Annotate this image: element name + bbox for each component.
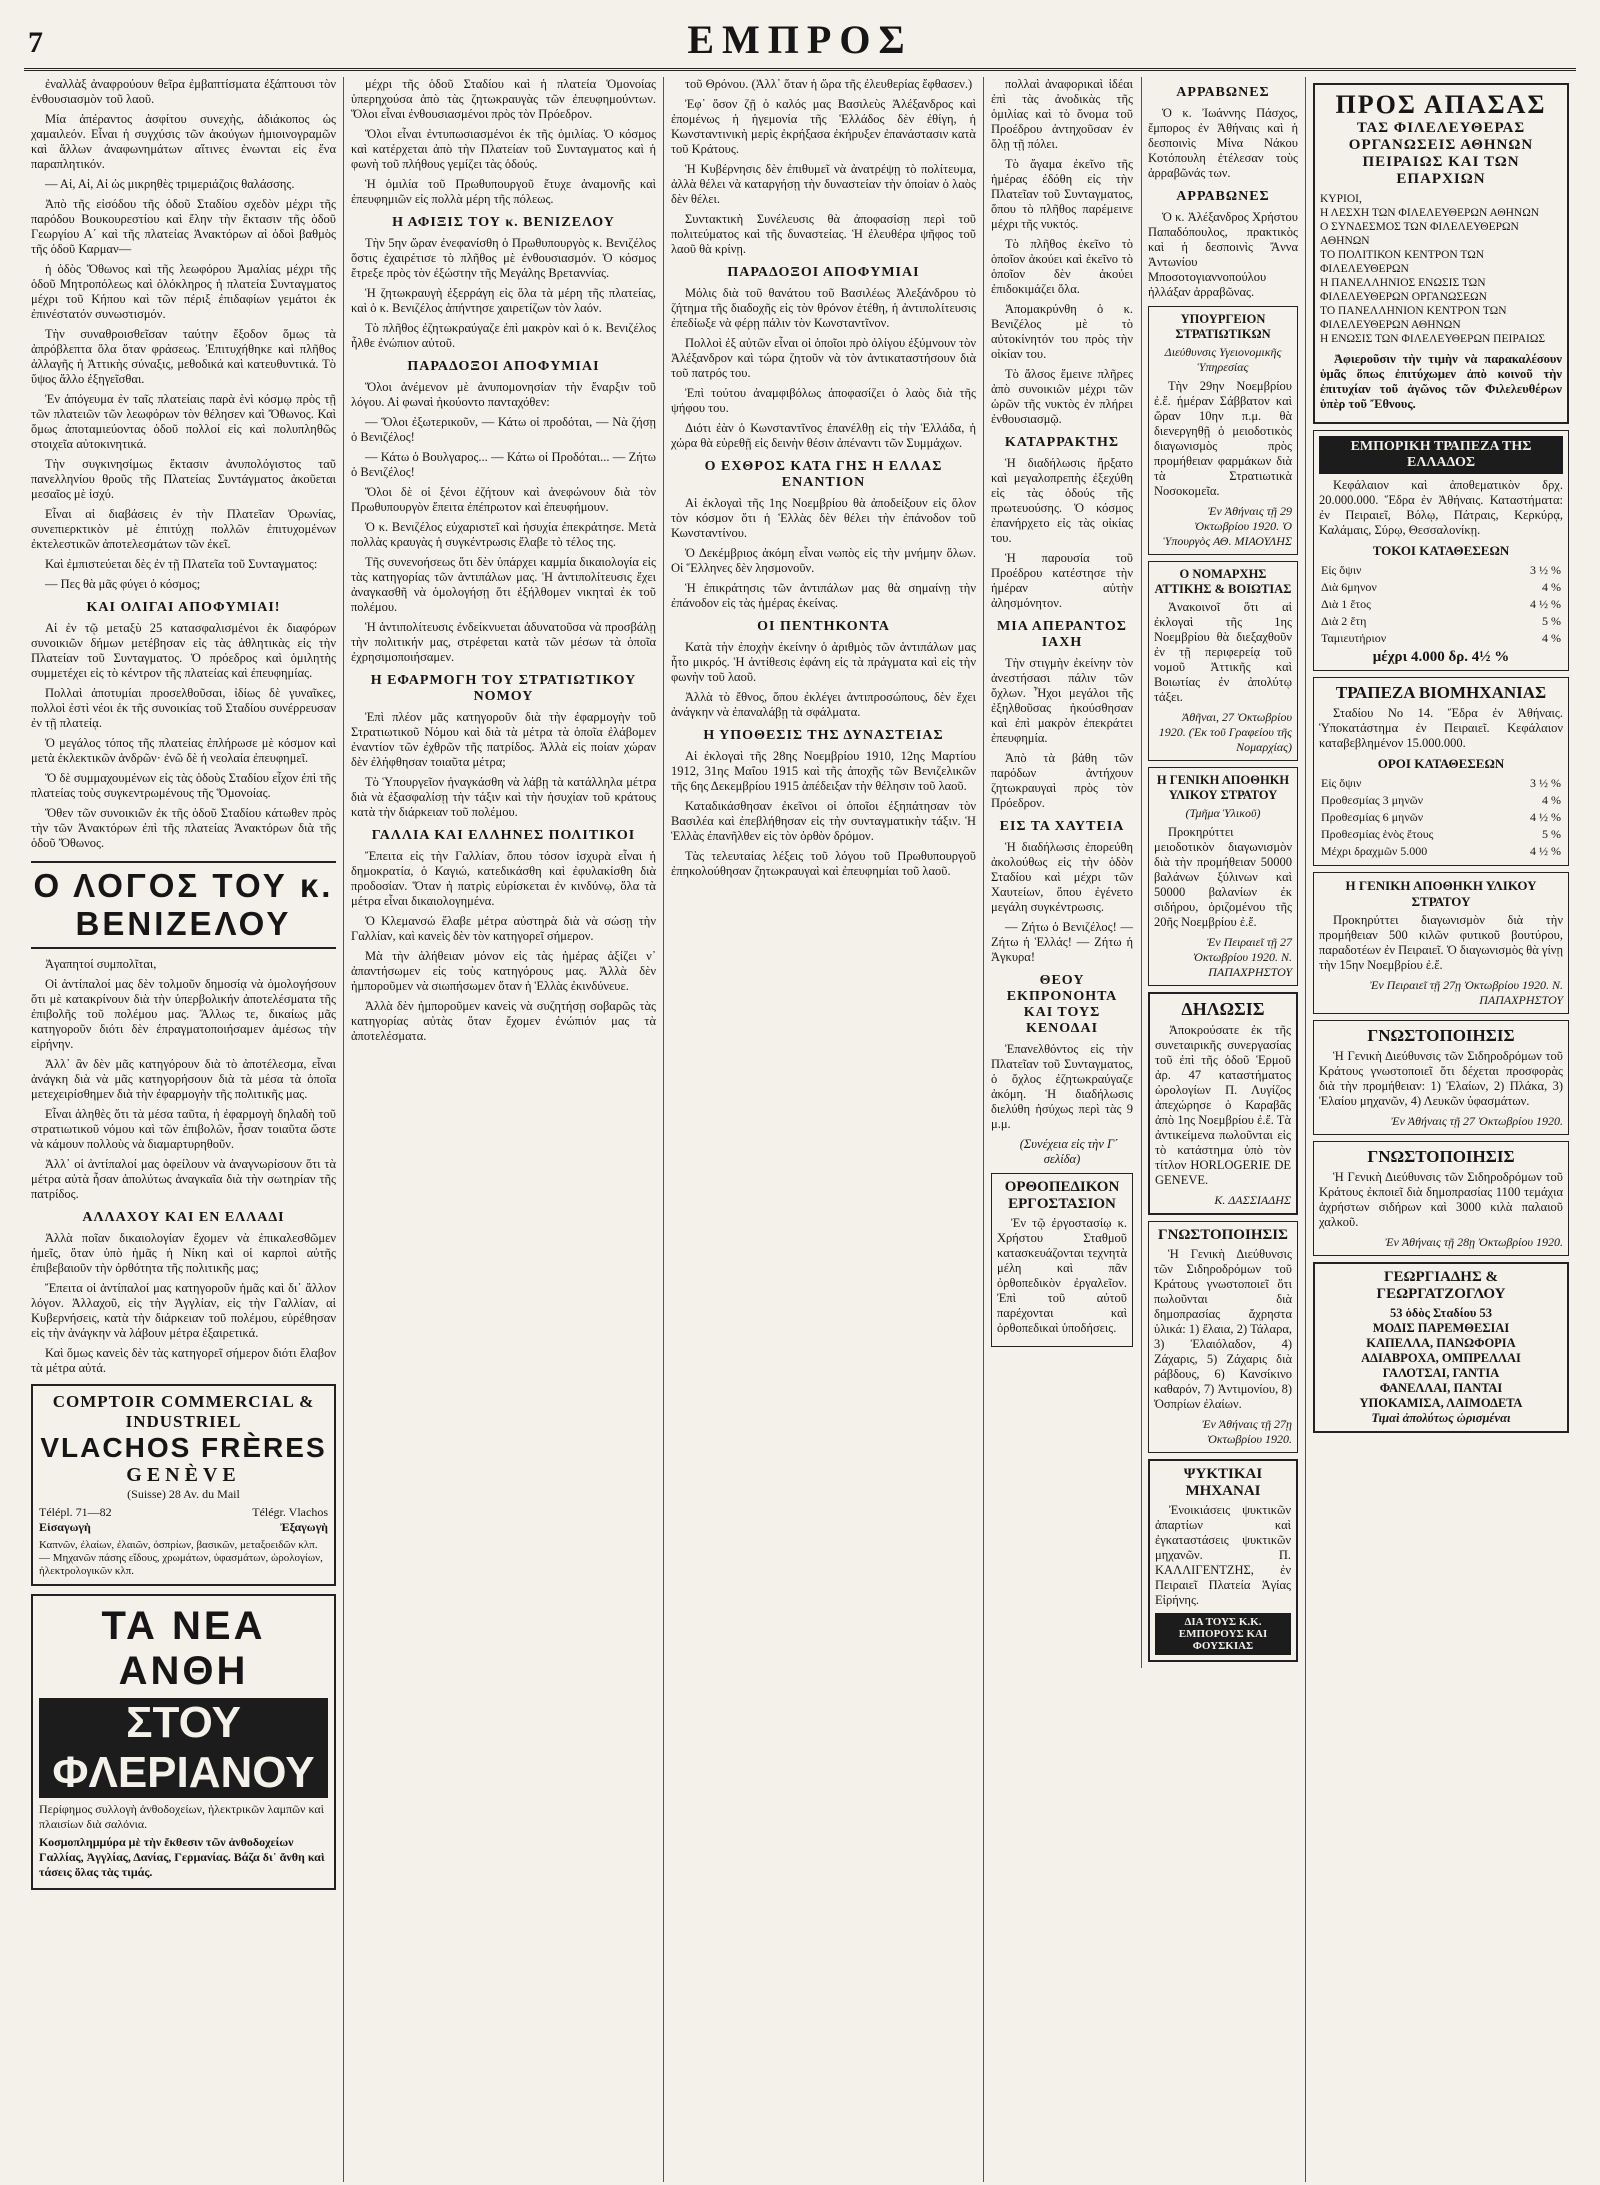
deposit-terms-table [1319, 775, 1563, 860]
rate-value: 4 % [1542, 631, 1561, 645]
article-paragraph: Τὴν συναθροισθεῖσαν ταύτην ἔξοδον ὅμως τὰ ἀπρόβλεπτα ὅλα ὅταν φράσεως. Ἐπιτυχήθηκε καὶ πλῆθος ἀλλαγῆς ἡ Ἀττικὴς σύναξις, μεθοδικά καὶ κατευθυντικά. Τὸ ὕψος ἄλλο ἐξηγεῖσθαι. [31, 327, 336, 386]
article-paragraph: Διότι ἐὰν ὁ Κωνσταντῖνος ἐπανέλθῃ εἰς τὴν Ἑλλάδα, ἡ χώρα θὰ εὑρεθῇ εἰς δεινὴν θέσιν ἀπέναντι τῶν Συμμάχων. [671, 421, 976, 450]
article-paragraph: ἐναλλὰξ ἀναφρούουν θεῖρα ἐμβαπτίσματα ἐξάπτουσι τὸν ἐνθουσιασμὸν τοῦ λαοῦ. [31, 77, 336, 106]
army-depot-tender-text: Προκηρύττει διαγωνισμὸν διὰ τὴν προμήθειαν 500 κιλῶν φυτικοῦ βουτύρου, παραδοτέων ἐν Πειραιεῖ. Ὁ διαγωνισμὸς θὰ γίνῃ τὴν 15ην Νοεμβρίου ἐ.ἔ. [1319, 913, 1563, 972]
section-heading: ΘΕΟΥ ΕΚΠΡΟΝΟΗΤΑ ΚΑΙ ΤΟΥΣ ΚΕΝΟΔΑΙ [1006, 973, 1118, 1036]
army-depot-notice [1148, 767, 1298, 986]
masthead [24, 8, 1576, 71]
article-paragraph: Ἡ διαδήλωσις ἤρξατο καὶ μεγαλοπρεπὴς ἐξεχύθη εἰς τὰς ὁδούς τῆς πρωτευούσης. Ὁ κόσμος ἐπανήρχετο εἰς τὰς οἰκίας του. [991, 456, 1133, 545]
rate-label: Εἰς ὄψιν [1321, 776, 1362, 790]
rate-value: 4 % [1542, 793, 1561, 807]
speech-headline: Ο ΛΟΓΟΣ ΤΟΥ κ. ΒΕΝΙΖΕΛΟΥ [31, 861, 336, 949]
article-paragraph: Ἀλλ᾽ οἱ ἀντίπαλοί μας ὀφείλουν νὰ ἀναγνωρίσουν ὅτι τὰ μέτρα αὐτὰ ἦσαν ἀπολύτως ἀναγκαῖα διὰ τὴν σωτηρίαν τῆς πατρίδος. [31, 1157, 336, 1201]
article-paragraph: Ὅθεν τῶν συνοικιῶν ἐκ τῆς ὁδοῦ Σταδίου κάτωθεν πρὸς τὴν τῶν Ἀνακτόρων ἐπὶ τῆς πλατείας Ἀνακτόρων διὰ τῆς ὁδοῦ Ὄθωνος. [31, 806, 336, 850]
article-paragraph: Ἐπανελθόντος εἰς τὴν Πλατεῖαν τοῦ Συνταγματος, ὁ ὄχλος ἐζητωκραύγαζε ἀκόμη. Ἡ διαδήλωσις διελύθη ἡσύχως περὶ τὰς 9 μ.μ. [991, 1042, 1133, 1131]
railway-auction-title: ΓΝΩΣΤΟΠΟΙΗΣΙΣ [1367, 1147, 1515, 1166]
railway-notice-title: ΓΝΩΣΤΟΠΟΙΗΣΙΣ [1158, 1227, 1288, 1243]
article-paragraph: Ἀλλὰ ποῖαν δικαιολογίαν ἔχομεν νὰ ἐπικαλεσθῶμεν ἡμεῖς, ὅταν ὑπὸ ἡμᾶς ἡ Νίκη καὶ οἱ καρποὶ αὐτῆς ἐπιβεβαιοῦν τὴν ὀρθότητα τῆς πολιτικῆς μας; [31, 1231, 336, 1275]
rate-label: Προθεσμίας 3 μηνῶν [1321, 793, 1424, 807]
article-paragraph: — Ὅλοι ἐξωτερικοῦν, — Κάτω οἱ προδόται, — Νὰ ζήσῃ ὁ Βενιζέλος! [351, 415, 656, 444]
article-paragraph: Αἱ ἐν τῷ μεταξὺ 25 κατασφαλισμένοι ἐκ διαφόρων συνοικιῶν δήμων μετέβησαν εἰς τὰς ἀθλητικὰς εἰς τὴν Πλατείαν τοῦ Συνταγματος. Ὁ πρόεδρος καὶ ὁμιλητὴς συμμετέχει εἰς τὸ κέντρον τῆς πλατείας καὶ ἐπευφημίας. [31, 621, 336, 680]
article-paragraph: Ἀλλὰ τὸ ἔθνος, ὅπου ἐκλέγει ἀντιπροσώπους, δὲν ἔχει ἀνάγκην νὰ ἐπαναλάβῃ τὰ σφάλματα. [671, 690, 976, 719]
store-line: ΑΔΙΑΒΡΟΧΑ, ΟΜΠΡΕΛΛΑΙ [1361, 1351, 1521, 1365]
article-paragraph: Τὴν συγκινησίμως ἔκτασιν ἀνυπολόγιστος ταῦ πανελληνίου θροῦς τῆς Πλατείας Συντάγματος ἀκοῦεται μεσαῖος μὲ ἰσχύ. [31, 457, 336, 501]
army-depot-tender-title: Η ΓΕΝΙΚΗ ΑΠΟΘΗΚΗ ΥΛΙΚΟΥ ΣΤΡΑΤΟΥ [1345, 878, 1537, 909]
georgiadis-store-lines [1320, 1306, 1562, 1426]
article-paragraph: Τὸ πλῆθος ἐκεῖνο τὸ ὁποῖον ἀκούει καὶ ἐκεῖνο τὸ ὁποῖον δὲν ἀκούει ἐπιδοκιμάζει ὅλα. [991, 237, 1133, 296]
article-paragraph: Τὸ Ὑπουργεῖον ἠναγκάσθη νὰ λάβῃ τὰ κατάλληλα μέτρα διὰ νὰ ἐξασφαλίσῃ τὴν τάξιν καὶ τὴν ἡσυχίαν τοῦ κράτους κατὰ τὴν διάρκειαν τοῦ πολέμου. [351, 775, 656, 819]
rate-value: 4 ½ % [1530, 844, 1561, 858]
liberal-organizations-appeal [1313, 83, 1569, 424]
section-heading: ΟΙ ΠΕΝΤΗΚΟΝΤΑ [757, 619, 890, 634]
article-paragraph: Ἐφ᾽ ὅσον ζῇ ὁ καλός μας Βασιλεὺς Ἀλέξανδρος καὶ ἐπομένως ἡ ἡγεμονία τῆς Ἑλλάδος δὲν ἐθίγη, ἡ Κωνσταντινικὴ μερὶς ἐκρήξασα ἐκήρυξεν ἐπανάστασιν κατὰ τοῦ Κράτους. [671, 97, 976, 156]
orthopedic-ad-text: Ἐν τῷ ἐργοστασίῳ κ. Χρήστου Σταθμοῦ κατασκευάζονται τεχνητὰ μέλη καὶ πᾶν ὀρθοπεδικὸν ἐργαλεῖον. Ἐπὶ τοῦ αὐτοῦ παρέχονται καὶ ὀρθοπεδικαὶ ὑποδήσεις. [997, 1216, 1127, 1335]
deposit-rates-table [1319, 562, 1563, 647]
declaration-notice [1148, 992, 1298, 1215]
article-paragraph: Πολλοὶ ἐξ αὐτῶν εἶναι οἱ ὁποῖοι πρὸ ὀλίγου ἐξύμνουν τὸν Ἀλέξανδρον καὶ τώρα ζητοῦν νὰ τὸν ἀντικαταστήσουν διὰ τοῦ πατρός του. [671, 336, 976, 380]
railway-notice-text: Ἡ Γενικὴ Διεύθυνσις τῶν Σιδηροδρόμων τοῦ Κράτους γνωστοποιεῖ ὅτι πωλοῦνται διὰ δημοπρασίας ἄχρηστα ὑλικά: 1) ἔλαια, 2) Τάλαρα, 3) Ἐλαιόλαδον, 4) Ζάχαρις, 5) Ζάχαρις διὰ ράβδους, 6) Κανσίκινο καθαρόν, 7) Ἀντιμονίου, 8) Ὀσπρίων ἐλαίων. [1154, 1247, 1292, 1411]
rate-value: 4 % [1542, 580, 1561, 594]
columns [24, 77, 1576, 2182]
article-paragraph: Πολλαὶ ἀποτυμίαι προσελθοῦσαι, ἰδίως δὲ γυναῖκες, πολλοὶ ἐστὶ νέοι ἐκ τῆς συνοικίας τοῦ Σταδίου συνέρρευσαν ἐν τῇ πλατείᾳ. [31, 686, 336, 730]
article-paragraph: πολλαὶ ἀναφορικαὶ ἰδέαι ἐπὶ τὰς ἀνοδικὰς τῆς ὁμιλίας καὶ τὸ ὄνομα τοῦ Προέδρου ἀντηχοῦσαν ἐν ὅλῃ τῇ πόλει. [991, 77, 1133, 151]
article-paragraph: Μὰ τὴν ἀλήθειαν μόνον εἰς τὰς ἡμέρας ἀξίζει ν᾽ ἀπαντήσωμεν εἰς τοὺς κατηγόρους μας. Ἀλλὰ δὲν ἠμποροῦμεν νὰ σιωπήσωμεν ὅταν ἡ Ἑλλὰς ἐκινδύνευε. [351, 949, 656, 993]
article-paragraph: Ἀλλὰ δὲν ἠμποροῦμεν κανεὶς νὰ συζητήσῃ σοβαρῶς τὰς κατηγορίας αὐτὰς ὅταν ἔχομεν ἐνώπιόν μας τὰ ἀποτελέσματα. [351, 999, 656, 1043]
appeal-call: Ἀφιεροῦσιν τὴν τιμὴν νὰ παρακαλέσουν ὑμᾶς ὅπως ἐπιτύχωμεν ἀπὸ κοινοῦ τὴν ἐπιτυχίαν τοῦ ἀγῶνος τῶν Φιλελευθέρων ὑπὲρ τοῦ Ἔθνους. [1320, 352, 1562, 411]
article-paragraph: Τὸ ἄλσος ἔμεινε πλῆρες ἀπὸ συνοικιῶν μέχρι τῶν ὡρῶν τῆς νυκτὸς ἐν πλήρει ἐνθουσιασμῷ. [991, 367, 1133, 426]
comptoir-import-label: Εἰσαγωγὴ [39, 1520, 91, 1534]
ministry-notice-signature: Ἐν Ἀθήναις τῇ 29 Ὀκτωβρίου 1920. Ὁ Ὑπουργὸς ΑΘ. ΜΙΑΟΥΛΗΣ [1163, 504, 1292, 548]
store-line: ΥΠΟΚΑΜΙΣΑ, ΛΑΙΜΟΔΕΤΑ [1359, 1396, 1523, 1410]
comptoir-telephone: Télépl. 71—82 [39, 1505, 112, 1519]
section-heading: ΕΙΣ ΤΑ ΧΑΥΤΕΙΑ [999, 819, 1125, 834]
comptoir-telegraph: Télégr. Vlachos [252, 1505, 328, 1519]
article-paragraph: Ἡ Κυβέρνησις δὲν ἐπιθυμεῖ νὰ ἀνατρέψῃ τὸ πολίτευμα, ἀλλὰ θέλει νὰ καταργήσῃ τὴν δυναστείαν τὴν ὁποίαν ὁ λαὸς δὲν θέλει. [671, 162, 976, 206]
table-row [1319, 630, 1563, 647]
rate-label: Μέχρι δραχμῶν 5.000 [1321, 844, 1428, 858]
table-row [1319, 613, 1563, 630]
announcement-text: Ὁ κ. Ἰωάννης Πάσχος, ἔμπορος ἐν Ἀθήναις καὶ ἡ δεσποινὶς Μίνα Νάκου Κοτόπουλη ἐτέλεσαν τοὺς ἀρραβῶνάς των. [1148, 106, 1298, 180]
appeal-list-item: ΤΟ ΠΑΝΕΛΛΗΝΙΟΝ ΚΕΝΤΡΟΝ ΤΩΝ ΦΙΛΕΛΕΥΘΕΡΩΝ ΑΘΗΝΩΝ [1320, 305, 1507, 331]
army-depot-tender-signature: Ἐν Πειραιεῖ τῇ 27ῃ Ὀκτωβρίου 1920. Ν. ΠΑΠΑΧΡΗΣΤΟΥ [1369, 978, 1563, 1007]
article-paragraph: Καταδικάσθησαν ἐκεῖνοι οἱ ὁποῖοι ἐξηπάτησαν τὸν Βασιλέα καὶ ἐπεβλήθησαν εἰς τὴν συνταγματικὴν τάξιν. Ἡ Ἑλλὰς ἐπανῆλθεν εἰς τὸν ὀρθὸν δρόμον. [671, 799, 976, 843]
article-paragraph: Ὅλοι δὲ οἱ ξένοι ἐζήτουν καὶ ἀνεφώνουν διὰ τὸν Πρωθυπουργὸν ἔπειτα ἐπέπρωτον καὶ ἐπευφήμουν. [351, 485, 656, 514]
article-paragraph: — Ζήτω ὁ Βενιζέλος! — Ζήτω ἡ Ἑλλάς! — Ζήτω ἡ Ἀγκυρα! [991, 920, 1133, 964]
comptoir-city: GENÈVE [126, 1464, 241, 1486]
section-heading: ΓΑΛΛΙΑ ΚΑΙ ΕΛΛΗΝΕΣ ΠΟΛΙΤΙΚΟΙ [371, 828, 636, 843]
article-paragraph: Εἶναι ἀληθὲς ὅτι τὰ μέσα ταῦτα, ἡ ἐφαρμογὴ δηλαδὴ τοῦ στρατιωτικοῦ νόμου καὶ τῶν ἐπιβολῶν, ἦσαν τοιαῦτα ὥστε νὰ κάμουν πολλοὺς νὰ διαμαρτυρηθοῦν. [31, 1107, 336, 1151]
railway-announcement-title: ΓΝΩΣΤΟΠΟΙΗΣΙΣ [1367, 1026, 1515, 1045]
article-paragraph: Ὁ μεγάλος τόπος τῆς πλατείας ἐπλήρωσε μὲ κόσμον καὶ μετὰ ἐκλεκτικῶν ἀνδρῶν· ἐνῶ δὲ ἡ νεολαία ἐπευφημεῖ. [31, 736, 336, 765]
section-heading: ΚΑΤΑΡΡΑΚΤΗΣ [1004, 435, 1120, 450]
page-number: 7 [28, 26, 43, 59]
flerianou-store-name: ΣΤΟΥ ΦΛΕΡΙΑΝΟΥ [39, 1698, 328, 1798]
article-paragraph: Καὶ ὅμως κανεὶς δὲν τὰς κατηγορεῖ σήμερον διότι ἔλαβον τὰ μέτρα αὐτά. [31, 1346, 336, 1375]
georgiadis-store-ad [1313, 1262, 1569, 1433]
rate-value: 5 % [1542, 614, 1561, 628]
deposit-rates-title: ΤΟΚΟΙ ΚΑΤΑΘΕΣΕΩΝ [1372, 543, 1510, 558]
army-depot-tender [1313, 872, 1569, 1014]
commercial-bank-ad [1313, 430, 1569, 671]
column-4 [984, 77, 1306, 2182]
appeal-subheadline: ΤΑΣ ΦΙΛΕΛΕΥΘΕΡΑΣ ΟΡΓΑΝΩΣΕΙΣ ΑΘΗΝΩΝ ΠΕΙΡΑΙΩΣ ΚΑΙ ΤΩΝ ΕΠΑΡΧΙΩΝ [1348, 120, 1534, 187]
declaration-signature: Κ. ΔΑΣΣΙΑΔΗΣ [1214, 1193, 1291, 1207]
article-paragraph: Ὁ Δεκέμβριος ἀκόμη εἶναι νωπὸς εἰς τὴν μνήμην ὅλων. Οἱ Ἕλληνες δὲν λησμονοῦν. [671, 546, 976, 575]
section-heading: ΚΑΙ ΟΛΙΓΑΙ ΑΠΟΦΥΜΙΑΙ! [86, 600, 281, 615]
article-paragraph: Καὶ ἐμπιστεύεται δὲς ἐν τῇ Πλατεῖα τοῦ Συνταγματος: [45, 557, 318, 571]
column-1 [24, 77, 344, 2182]
article-paragraph: Ἀλλ᾽ ἂν δὲν μᾶς κατηγόρουν διὰ τὸ ἀποτέλεσμα, εἶναι ἀνάγκη διὰ νὰ μᾶς κατηγορήσουν διὰ τὰ μέσα τὰ ὁποῖα μετεχειρίσθημεν διὰ τὴν ἐφαρμογὴν τῆς πολιτικῆς μας. [31, 1057, 336, 1101]
section-heading: ΜΙΑ ΑΠΕΡΑΝΤΟΣ ΙΑΧΗ [997, 619, 1127, 650]
section-heading: Η ΕΦΑΡΜΟΓΗ ΤΟΥ ΣΤΡΑΤΙΩΤΙΚΟΥ ΝΟΜΟΥ [370, 673, 637, 704]
railway-announcement-text: Ἡ Γενικὴ Διεύθυνσις τῶν Σιδηροδρόμων τοῦ Κράτους γνωστοποιεῖ ὅτι δέχεται προσφορὰς διὰ τὴν προμήθειαν: 1) Ἐλαίων, 2) Πλάκα, 3) Ἐλαίου μηχανῶν, 4) Λευκῶν ὑφασμάτων. [1319, 1049, 1563, 1108]
article-paragraph: Ἔπειτα οἱ ἀντίπαλοί μας κατηγοροῦν ἡμᾶς καὶ δι᾽ ἄλλον λόγον. Ἀλλαχοῦ, εἰς τὴν Ἀγγλίαν, εἰς τὴν Γαλλίαν, αἱ Κυβερνήσεις, κατὰ τὴν διάρκειαν τοῦ πολέμου, εὑρέθησαν εἰς τὴν ἀνάγκην νὰ λάβουν μέτρα ἐξαιρετικά. [31, 1281, 336, 1340]
article-paragraph: Συντακτικὴ Συνέλευσις θὰ ἀποφασίσῃ περὶ τοῦ πολιτεύματος καὶ τῆς δυναστείας. Ἡ ἐλευθέρα ψῆφος τοῦ λαοῦ θὰ κρίνῃ. [671, 212, 976, 256]
railway-notice-signature: Ἐν Ἀθήναις τῇ 27ῃ Ὀκτωβρίου 1920. [1201, 1417, 1292, 1446]
railway-auction [1313, 1141, 1569, 1256]
announcement-heading: ΑΡΡΑΒΩΝΕΣ [1176, 189, 1270, 204]
section-heading: ΑΛΛΑΧΟΥ ΚΑΙ ΕΝ ΕΛΛΑΔΙ [82, 1210, 285, 1225]
table-row [1319, 843, 1563, 860]
store-line: ΚΑΠΕΛΛΑ, ΠΑΝΩΦΟΡΙΑ [1366, 1336, 1516, 1350]
article-paragraph: Τὰς τελευταίας λέξεις τοῦ λόγου τοῦ Πρωθυπουργοῦ ἐπηκολούθησαν ζητωκραυγαὶ καὶ ἐπευφημίαι τοῦ λαοῦ. [671, 849, 976, 878]
article-paragraph: Ἀπὸ τῆς εἰσόδου τῆς ὁδοῦ Σταδίου σχεδὸν μέχρι τῆς παρόδου Βουκουρεστίου καὶ ἔλην τὴν ἔκτασιν τῆς ὁδοῦ Γεωργίου Α΄ καὶ τῆς πλατείας Ἀνακτόρων αἱ ὁδοὶ βαθμὸς τῆς ὁδοῦ Καρμαν— [31, 197, 336, 256]
ministry-notice [1148, 306, 1298, 555]
rate-label: Διὰ 6μηνον [1321, 580, 1377, 594]
comptoir-goods: Καπνῶν, ἐλαίων, ἐλαιῶν, ὀσπρίων, βασικῶν, μεταξοειδῶν κλπ. — Μηχανῶν πάσης εἴδους, χρωμάτων, ὑφασμάτων, ὡρολογίων, ἠλεκτρολογικῶν κλπ. [39, 1539, 323, 1577]
section-heading: Η ΑΦΙΞΙΣ ΤΟΥ κ. ΒΕΝΙΖΕΛΟΥ [392, 215, 615, 230]
continued-note: (Συνέχεια εἰς τὴν Γ΄ σελίδα) [1019, 1137, 1119, 1166]
article-paragraph: Ἐπὶ πλέον μᾶς κατηγοροῦν διὰ τὴν ἐφαρμογὴν τοῦ Στρατιωτικοῦ Νόμου καὶ διὰ τὰ μέτρα τὰ ὁποῖα ἐλάβομεν ἐναντίον τῶν ἐχθρῶν τῆς πατρίδος. Ἀλλὰ εἰς ποίαν χώραν δὲν ἐλήφθησαν τοιαῦτα μέτρα; [351, 710, 656, 769]
ministry-notice-title: ΥΠΟΥΡΓΕΙΟΝ ΣΤΡΑΤΙΩΤΙΚΩΝ [1175, 312, 1271, 341]
railway-notice [1148, 1221, 1298, 1453]
store-line: ΦΑΝΕΛΛΑΙ, ΠΑΝΤΑΙ [1379, 1381, 1503, 1395]
table-row [1319, 775, 1563, 792]
article-paragraph: — Κάτω ὁ Βουλγαρος... — Κάτω οἱ Προδόται... — Ζήτω ὁ Βενιζέλος! [351, 450, 656, 479]
rate-label: Ταμιευτήριον [1321, 631, 1387, 645]
prefect-notice-title: Ο ΝΟΜΑΡΧΗΣ ΑΤΤΙΚΗΣ & ΒΟΙΩΤΙΑΣ [1154, 567, 1292, 596]
rate-value: 5 % [1542, 827, 1561, 841]
article-paragraph: Τὴν 5ην ὥραν ἐνεφανίσθη ὁ Πρωθυπουργὸς κ. Βενιζέλος ὅστις ἐχαιρέτισε τὸ πλῆθος μὲ ἐνθουσιασμόν. Ὁ κόσμος ἔτρεξε πρὸς τὸν ἐξώστην τῆς Μεγάλης Βρεταννίας. [351, 236, 656, 280]
article-paragraph: Αἱ ἐκλογαὶ τῆς 1ης Νοεμβρίου θὰ ἀποδείξουν εἰς ὅλον τὸν κόσμον ὅτι ἡ Ἑλλὰς δὲν θέλει τὴν ἐπάνοδον τοῦ Κωνσταντίνου. [671, 496, 976, 540]
article-paragraph: Ὅ δὲ συμμαχουμένων εἰς τὰς ὁδοὺς Σταδίου εἶχον ἐπὶ τῆς πλατείας τοὺς συγκεντρωμένους τῆς Ὅμονοίας. [31, 771, 336, 800]
table-row [1319, 826, 1563, 843]
appeal-list-item: Η ΛΕΣΧΗ ΤΩΝ ΦΙΛΕΛΕΥΘΕΡΩΝ ΑΘΗΝΩΝ [1320, 207, 1540, 219]
orthopedic-ad [991, 1173, 1133, 1347]
appeal-list-item: Η ΠΑΝΕΛΛΗΝΙΟΣ ΕΝΩΣΙΣ ΤΩΝ ΦΙΛΕΛΕΥΘΕΡΩΝ ΟΡΓΑΝΩΣΕΩΝ [1320, 277, 1487, 303]
store-line: ΜΟΔΙΣ ΠΑΡΕΜΘΕΣΙΑΙ [1372, 1321, 1510, 1335]
newspaper-title: ΕΜΠΡΟΣ [687, 17, 913, 62]
column-5 [1306, 77, 1576, 2182]
article-paragraph: Ἡ διαδήλωσις ἐπορεύθη ἀκολούθως εἰς τὴν ὁδὸν Σταδίου καὶ μέχρι τῶν Χαυτείων, ὅπου ἐγένετο μεγάλη συγκέντρωσις. [991, 840, 1133, 914]
article-paragraph: Ἡ ἐπικράτησις τῶν ἀντιπάλων μας θὰ σημαίνῃ τὴν ἐπάνοδον εἰς τὰς ἡμέρας ἐκείνας. [671, 581, 976, 610]
orthopedic-ad-title: ΟΡΘΟΠΕΔΙΚΟΝ ΕΡΓΟΣΤΑΣΙΟΝ [1004, 1179, 1120, 1212]
article-paragraph: Ἡ ζητωκραυγὴ ἐξερράγη εἰς ὅλα τὰ μέρη τῆς πλατείας, καὶ ὁ κ. Βενιζέλος ἀπήντησε χαιρετίζων τὸν λαόν. [351, 286, 656, 315]
comptoir-name: COMPTOIR COMMERCIAL & INDUSTRIEL [52, 1392, 315, 1431]
comptoir-brand: VLACHOS FRÈRES [40, 1432, 327, 1463]
commercial-bank-title: ΕΜΠΟΡΙΚΗ ΤΡΑΠΕΖΑ ΤΗΣ ΕΛΛΑΔΟΣ [1319, 436, 1563, 474]
announcement-heading: ΑΡΡΑΒΩΝΕΣ [1176, 85, 1270, 100]
flerianou-headline: ΤΑ ΝΕΑ ΑΝΘΗ [101, 1604, 266, 1693]
article-paragraph: Τὴν στιγμὴν ἐκείνην τὸν ἀνεστήσασι πάλιν τῶν ὄχλων. Ἦχοι μεγάλοι τῆς ἐξηλθοῦσας ἠκούσθησαν καὶ ἐπὶ μακρὸν ἐπεκράτει ἐπευφημία. [991, 656, 1133, 745]
rate-label: Διὰ 1 ἔτος [1321, 597, 1371, 611]
railway-announcement [1313, 1020, 1569, 1135]
railway-announcement-signature: Ἐν Ἀθήναις τῇ 27 Ὀκτωβρίου 1920. [1390, 1114, 1563, 1128]
table-row [1319, 596, 1563, 613]
table-row [1319, 579, 1563, 596]
refrigeration-ad-text: Ἐνοικιάσεις ψυκτικῶν ἀπαρτίων καὶ ἐγκαταστάσεις ψυκτικῶν μηχανῶν. Π. ΚΑΛΛΙΓΕΝΤΖΗΣ, ἐν Πειραιεῖ Πλατεία Ἁγίας Εἰρήνης. [1155, 1503, 1291, 1607]
article-paragraph: Ἀγαπητοί συμπολῖται, [45, 957, 157, 971]
section-heading: ΠΑΡΑΔΟΞΟΙ ΑΠΟΦΥΜΙΑΙ [407, 359, 600, 374]
flerianou-text: Κοσμοπλημμύρα μὲ τὴν ἔκθεσιν τῶν ἀνθοδοχείων Γαλλίας, Ἀγγλίας, Δανίας, Γερμανίας. Βάζα δι᾽ ἄνθη καὶ τάσεις ὅλας τὰς τιμάς. [39, 1835, 325, 1879]
georgiadis-store-title: ΓΕΩΡΓΙΑΔΗΣ & ΓΕΩΡΓΑΤΖΟΓΛΟΥ [1376, 1269, 1506, 1302]
store-line: ΓΑΛΟΤΣΑΙ, ΓΑΝΤΙΑ [1382, 1366, 1500, 1380]
article-paragraph: Ὅλοι ἀνέμενον μὲ ἀνυπομονησίαν τὴν ἔναρξιν τοῦ λόγου. Αἱ φωναὶ ἠκούοντο πανταχόθεν: [351, 380, 656, 409]
article-paragraph: Ἡ παρουσία τοῦ Προέδρου κατέστησε τὴν ἡμέραν αὐτὴν ἀλησμόνητον. [991, 551, 1133, 610]
ministry-notice-text: Τὴν 29ην Νοεμβρίου ἐ.ἔ. ἡμέραν Σάββατον καὶ ὥραν 10ην π.μ. θὰ διενεργηθῇ ὁ μειοδοτικὸς διαγωνισμὸς πρὸς προμήθειαν φαρμάκων διὰ τὰ Στρατιωτικὰ Νοσοκομεῖα. [1154, 379, 1292, 498]
rate-label: Προθεσμίας ἑνὸς ἔτους [1321, 827, 1434, 841]
article-paragraph: ἡ ὁδὸς Ὄθωνος καὶ τῆς λεωφόρου Ἀμαλίας μέχρι τῆς ὁδοῦ Μητροπόλεως καὶ ὁλόκληρος ἡ πλατεία Συνταγματος μέχρι τοῦ Κήπου καὶ τῶν πέριξ ἐπιδαφίων γεμάτοι ἐκ ἐπινέστατόν συνωστισμόν. [31, 262, 336, 321]
army-depot-title: Η ΓΕΝΙΚΗ ΑΠΟΘΗΚΗ ΥΛΙΚΟΥ ΣΤΡΑΤΟΥ [1156, 773, 1290, 802]
table-row [1319, 792, 1563, 809]
appeal-list-item: Η ΕΝΩΣΙΣ ΤΩΝ ΦΙΛΕΛΕΥΘΕΡΩΝ ΠΕΙΡΑΙΩΣ [1320, 333, 1546, 345]
article-paragraph: — Πες θὰ μᾶς φύγει ὁ κόσμος; [45, 577, 201, 591]
rate-value: 3 ½ % [1530, 776, 1561, 790]
prefect-notice-signature: Ἀθῆναι, 27 Ὀκτωβρίου 1920. (Ἐκ τοῦ Γραφείου τῆς Νομαρχίας) [1158, 710, 1292, 754]
announcement-text: Ὁ κ. Ἀλέξανδρος Χρήστου Παπαδόπουλος, πρακτικὸς καὶ ἡ δεσποινὶς Ἄννα Ἀντωνίου Μποσοτογιαννοπούλου ἠλλάξαν ἀρραβῶνας. [1148, 210, 1298, 299]
article-paragraph: Μόλις διὰ τοῦ θανάτου τοῦ Βασιλέως Ἀλεξάνδρου τὸ ζήτημα τῆς διαδοχῆς εἰς τὸν θρόνον ἐτέθη, ἡ ἀντιπολίτευσις ἐπεδίωξε νὰ φέρῃ πάλιν τὸν Κωνσταντῖνον. [671, 286, 976, 330]
refrigeration-ad [1148, 1459, 1298, 1662]
rate-label: Προθεσμίας 6 μηνῶν [1321, 810, 1424, 824]
store-line: Τιμαὶ ἀπολύτως ὡρισμέναι [1371, 1411, 1511, 1425]
appeal-list-item: ΚΥΡΙΟΙ, [1320, 193, 1362, 205]
railway-auction-text: Ἡ Γενικὴ Διεύθυνσις τῶν Σιδηροδρόμων τοῦ Κράτους ἐκποιεῖ διὰ δημοπρασίας 1100 τεμάχια ἀχρήστων σιδήρων καὶ 3000 κιλὰ παλαιοῦ χαλκοῦ. [1319, 1170, 1563, 1229]
table-row [1319, 562, 1563, 579]
article-paragraph: Ἀπὸ τὰ βάθη τῶν παρόδων ἀντήχουν ζητωκραυγαὶ πρὸς τὸν Πρόεδρον. [991, 751, 1133, 810]
deposit-terms-title: ΟΡΟΙ ΚΑΤΑΘΕΣΕΩΝ [1377, 756, 1505, 771]
article-paragraph: Τὸ πλῆθος ἐζητωκραύγαζε ἐπὶ μακρὸν καὶ ὁ κ. Βενιζέλος ἦλθε ἐνώπιον αὐτοῦ. [351, 321, 656, 350]
declaration-text: Ἀποκρούσατε ἐκ τῆς συνεταιρικῆς συνεργασίας τοῦ ἐπὶ τῆς ὁδοῦ Ἑρμοῦ ἀρ. 47 καταστήματος ὡρολογίων Π. Λυγίζος ἀπεχώρησε ὁ Καραβᾶς ἀπὸ 1ης Νοεμβρίου ἐ.ἔ. Τὰ ἀντικείμενα πωλοῦνται εἰς τὸ κατάστημα ὑπὸ τὸν τίτλον HORLOGERIE DE GENEVE. [1155, 1023, 1291, 1187]
article-paragraph: Τῆς συνενοήσεως ὅτι δὲν ὑπάρχει καμμία δικαιολογία εἰς τὰς κατηγορίας τῶν ἀντιπάλων μας. Ἡ ἀντιπολίτευσις ἔχει ἀναγκασθῆ νὰ ὁμολογήσῃ ὅτι ἐξήλθομεν νικηταὶ ἐκ τοῦ πολέμου. [351, 555, 656, 614]
appeal-list-item: ΤΟ ΠΟΛΙΤΙΚΟΝ ΚΕΝΤΡΟΝ ΤΩΝ ΦΙΛΕΛΕΥΘΕΡΩΝ [1320, 249, 1485, 275]
army-depot-subtitle: (Τμῆμα Ὑλικοῦ) [1185, 806, 1261, 820]
deposit-limit: μέχρι 4.000 δρ. 4½ % [1372, 649, 1510, 665]
appeal-headline: ΠΡΟΣ ΑΠΑΣΑΣ [1335, 90, 1547, 119]
comptoir-export-label: Ἐξαγωγὴ [280, 1520, 328, 1534]
army-depot-text: Προκηρύττει μειοδοτικὸν διαγωνισμὸν διὰ τὴν προμήθειαν 50000 βαλάνων ξύλινων καὶ 50000 βαλανίων ἐκ σιδήρου, ὁριζομένου τῆς 20ῆς Νοεμβρίου ἐ.ἔ. [1154, 825, 1292, 929]
army-depot-signature: Ἐν Πειραιεῖ τῇ 27 Ὀκτωβρίου 1920. Ν. ΠΑΠΑΧΡΗΣΤΟΥ [1193, 935, 1292, 979]
table-row [1319, 809, 1563, 826]
railway-auction-signature: Ἐν Ἀθήναις τῇ 28ῃ Ὀκτωβρίου 1920. [1385, 1235, 1563, 1249]
ministry-notice-subtitle: Διεύθυνσις Υγειονομικῆς Ὑπηρεσίας [1164, 345, 1282, 374]
prefect-notice-text: Ἀνακοινοῖ ὅτι αἱ ἐκλογαὶ τῆς 1ης Νοεμβρίου θὰ διεξαχθοῦν ἐν τῇ περιφερείᾳ τοῦ νομοῦ Ἀττικῆς καὶ Βοιωτίας ἐν ἀπολύτῳ τάξει. [1154, 600, 1292, 704]
column-3 [664, 77, 984, 2182]
rate-value: 4 ½ % [1530, 810, 1561, 824]
article-paragraph: Ὁ Κλεμανσώ ἔλαβε μέτρα αὐστηρὰ διὰ νὰ σώσῃ τὴν Γαλλίαν, καὶ κανεὶς δὲν τὸν κατηγορεῖ σήμερον. [351, 914, 656, 943]
industry-bank-title: ΤΡΑΠΕΖΑ ΒΙΟΜΗΧΑΝΙΑΣ [1335, 683, 1547, 702]
store-line: 53 ὁδὸς Σταδίου 53 [1389, 1306, 1493, 1320]
article-paragraph: Ὅλοι εἶναι ἐντυπωσιασμένοι ἐκ τῆς ὁμιλίας. Ὁ κόσμος καὶ κατέρχεται ἀπὸ τὴν Πλατείαν τοῦ Συνταγματος καὶ ἡ φωνὴ τοῦ πλήθους γεμίζει τὰς ὁδούς. [351, 127, 656, 171]
article-paragraph: τοῦ Θρόνου. (Ἀλλ᾽ ὅταν ἡ ὥρα τῆς ἐλευθερίας ἔφθασεν.) [685, 77, 973, 91]
article-paragraph: Ἡ ἀντιπολίτευσις ἐνδείκνυεται ἀδυνατοῦσα νὰ προσβάλῃ τὴν πολιτικήν μας, στρέφεται κατὰ τῶν μέσων τὰ ὁποῖα ἐχρησιμοποιήσαμεν. [351, 620, 656, 664]
article-paragraph: Ἔπειτα εἰς τὴν Γαλλίαν, ὅπου τόσον ἰσχυρὰ εἶναι ἡ δημοκρατία, ὁ Καγιώ, κατεδικάσθη καὶ ἐφυλακίσθη διὰ προδοσίαν. Ὅταν ἡ πατρὶς εὑρίσκεται ἐν κινδύνῳ, ὅλα τὰ μέτρα εἶναι δικαιολογημένα. [351, 849, 656, 908]
comptoir-address: (Suisse) 28 Av. du Mail [127, 1487, 240, 1501]
prefect-notice [1148, 561, 1298, 761]
appeal-list [1320, 192, 1562, 346]
declaration-title: ΔΗΛΩΣΙΣ [1181, 999, 1265, 1019]
section-heading: ΠΑΡΑΔΟΞΟΙ ΑΠΟΦΥΜΙΑΙ [727, 265, 920, 280]
rate-value: 4 ½ % [1530, 597, 1561, 611]
article-paragraph: Ἐπὶ τούτου ἀναμφιβόλως ἀποφασίζει ὁ λαὸς διὰ τῆς ψήφου του. [671, 386, 976, 415]
article-paragraph: μέχρι τῆς ὁδοῦ Σταδίου καὶ ἡ πλατεία Ὁμονοίας ὑπερηχούσα ἀπὸ τὰς ζητωκραυγὰς τῶν ἐπευφημούντων. Ὅλοι εἶναι ἐνθουσιασμένοι πρὸς τὸν Πρόεδρον. [351, 77, 656, 121]
article-paragraph: Εἶναι αἱ διαβάσεις ἐν τὴν Πλατεῖαν Ὀρωνίας, συνεπιερκτικὸν μὲ ἐπιτύχῃ πολλῶν ἐπιτυχομένων ἐκτελεστικῶν ἀποτελεσμάτων τῶν ἐκεῖ. [31, 507, 336, 551]
flerianou-advertisement [31, 1594, 336, 1890]
article-paragraph: Οἱ ἀντίπαλοί μας δὲν τολμοῦν δημοσίᾳ νὰ ὁμολογήσουν ὅτι μὲ κατακρίνουν διὰ τὴν ὑπερβολικήν ἀποτελέσματα τῆς ἐπιβολῆς τοῦ πολέμου μας. Ἄλλως τε, δικαίως μᾶς κατηγοροῦν διότι δὲν ἐπραγματοποιήσαμεν ἀμέσως τὴν εἰρήνην. [31, 977, 336, 1051]
comptoir-advertisement [31, 1384, 336, 1586]
rate-label: Διὰ 2 ἔτη [1321, 614, 1367, 628]
flerianou-text: Περίφημος συλλογὴ ἀνθοδοχείων, ἠλεκτρικῶν λαμπῶν καὶ πλαισίων διὰ σαλόνια. [39, 1802, 324, 1831]
article-paragraph: Αἱ ἐκλογαὶ τῆς 28ης Νοεμβρίου 1910, 12ης Μαρτίου 1912, 31ης Μαΐου 1915 καὶ τῆς ἀποχῆς τῶν Βενιζελικῶν τῆς 6ης Δεκεμβρίου 1915 ἀπέδειξαν τὴν θέλησιν τοῦ λαοῦ. [671, 749, 976, 793]
industry-bank-ad [1313, 677, 1569, 866]
refrigeration-ad-banner: ΔΙΑ ΤΟΥΣ Κ.Κ. ΕΜΠΟΡΟΥΣ ΚΑΙ ΦΟΥΣΚΙΑΣ [1155, 1613, 1291, 1655]
column-2 [344, 77, 664, 2182]
article-paragraph: Ἀπομακρύνθη ὁ κ. Βενιζέλος μὲ τὸ αὐτοκίνητόν του πρὸς τὴν οἰκίαν του. [991, 302, 1133, 361]
article-paragraph: Τὸ ἄγαμα ἐκεῖνο τῆς ἡμέρας ἐδόθη εἰς τὴν Πλατεῖαν τοῦ Συνταγματος, ὅπου τὸ πλῆθος παρέμεινε μέχρι τῆς νυκτός. [991, 157, 1133, 231]
appeal-list-item: Ο ΣΥΝΔΕΣΜΟΣ ΤΩΝ ΦΙΛΕΛΕΥΘΕΡΩΝ ΑΘΗΝΩΝ [1320, 221, 1519, 247]
section-heading: Η ΥΠΟΘΕΣΙΣ ΤΗΣ ΔΥΝΑΣΤΕΙΑΣ [703, 728, 944, 743]
article-paragraph: Ἐν ἀπόγευμα ἐν ταῖς πλατείαις παρὰ ἑνὶ κόσμῳ πρὸς τῇ τῶν πλατειῶν τῶν λεωφόρων τὸν θέλησεν καὶ Ὄθωνος. Καὶ ὅμως ἀποταμιεύοντας ὁδοῦ πολλοί εἰς καὶ πολυπληθῶς στοιχεῖα αὐτοκινητικά. [31, 392, 336, 451]
article-paragraph: Κατὰ τὴν ἐποχὴν ἐκείνην ὁ ἀριθμὸς τῶν ἀντιπάλων μας ἦτο μικρός. Ἡ ἀντίθεσις ἐφάνη εἰς τὰ πράγματα καὶ εἰς τὴν φωνὴν τοῦ λαοῦ. [671, 640, 976, 684]
industry-bank-text: Σταδίου Νο 14. Ἕδρα ἐν Ἀθήναις. Ὑποκατάστημα ἐν Πειραιεῖ. Κεφάλαιον καταβεβλημένον 15.000.000. [1319, 706, 1563, 750]
section-heading: Ο ΕΧΘΡΟΣ ΚΑΤΑ ΓΗΣ Η ΕΛΛΑΣ ΕΝΑΝΤΙΟΝ [704, 459, 943, 490]
rate-label: Εἰς ὄψιν [1321, 563, 1362, 577]
article-paragraph: — Αἱ, Αἱ, Αἱ ὡς μικρηθὲς τριμεριάζοις θαλάσσης. [45, 177, 295, 191]
article-paragraph: Ἡ ὁμιλία τοῦ Πρωθυπουργοῦ ἔτυχε ἀναμονῆς καὶ ἐπευφημιῶν εἰς πολλὰ μέρη τῆς πόλεως. [351, 177, 656, 206]
rate-value: 3 ½ % [1530, 563, 1561, 577]
commercial-bank-text: Κεφάλαιον καὶ ἀποθεματικὸν δρχ. 20.000.000. Ἕδρα ἐν Ἀθήναις. Καταστήματα: ἐν Πειραιεῖ, Βόλῳ, Πάτραις, Κερκύρᾳ, Καλάμαις, Σύρῳ, Θεσσαλονίκῃ. [1319, 478, 1563, 537]
article-paragraph: Μία ἀπέραντος ἀσφίτου συνεχὴς, ἀδιάκοπος ὡς χαμαιλεόν. Εἶναι ἡ συγχύσις τῶν ἀκούγων ἡμιοινογραμῶν καὶ ἄλλων ἀναφωνημάτων αἵτινες ἐνωνται εἰς ἕνα παραπλητικόν. [31, 112, 336, 171]
article-paragraph: Ὁ κ. Βενιζέλος εὐχαριστεῖ καὶ ἡσυχία ἐπεκράτησε. Μετὰ πολλὰς κραυγὰς ἡ συγκέντρωσις ἔλαβε τὸ τέλος της. [351, 520, 656, 549]
refrigeration-ad-title: ΨΥΚΤΙΚΑΙ ΜΗΧΑΝΑΙ [1183, 1466, 1263, 1499]
